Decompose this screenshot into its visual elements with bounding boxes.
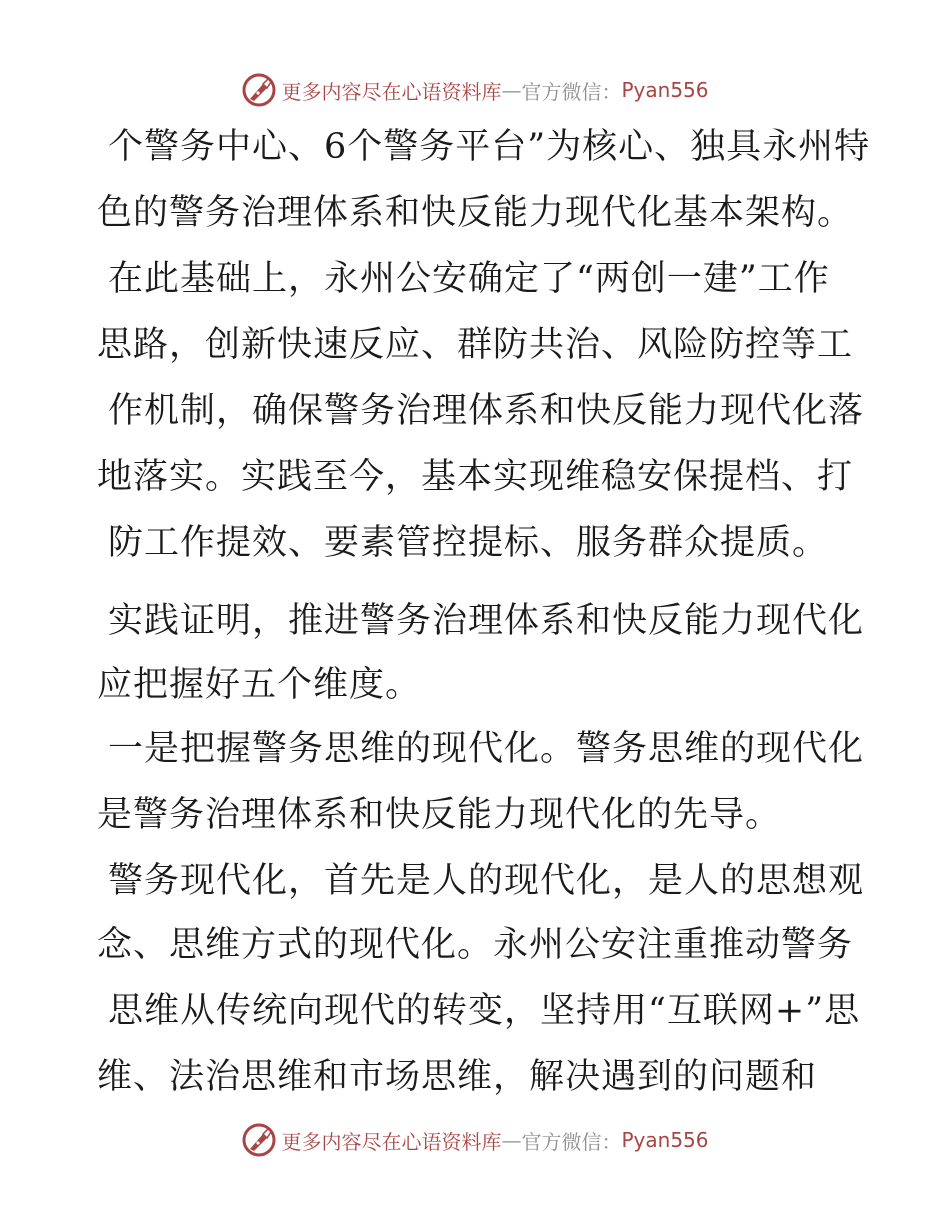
text-line: 维、法治思维和市场思维，解决遇到的问题和 (97, 1057, 818, 1097)
watermark-separator: — (501, 78, 522, 102)
text-line: 思路，创新快速反应、群防共治、风险防控等工 (97, 325, 854, 365)
text-line: 一是把握警务思维的现代化。警务思维的现代化 (108, 729, 865, 769)
text-line: 实践证明，推进警务治理体系和快反能力现代化 (108, 601, 865, 641)
watermark-library-text: 更多内容尽在心语资料库 (281, 79, 502, 104)
text-line: 思维从传统向现代的转变，坚持用“互联网+”思 (108, 991, 861, 1031)
text-line: 念、思维方式的现代化。永州公安注重推动警务 (97, 925, 854, 965)
watermark-separator: — (501, 1128, 522, 1152)
text-line: 防工作提效、要素管控提标、服务群众提质。 (108, 523, 829, 563)
text-line: 应把握好五个维度。 (97, 665, 422, 705)
header-watermark (0, 70, 950, 110)
watermark-wechat-id: Pyan556 (621, 1128, 709, 1152)
footer-watermark (0, 1120, 950, 1160)
text-line: 作机制，确保警务治理体系和快反能力现代化落 (108, 391, 865, 431)
text-line: 色的警务治理体系和快反能力现代化基本架构。 (97, 193, 854, 233)
text-line: 在此基础上，永州公安确定了“两创一建”工作 (108, 259, 830, 299)
text-line: 是警务治理体系和快反能力现代化的先导。 (97, 795, 782, 835)
watermark-wechat-label: 官方微信： (521, 1129, 622, 1154)
text-line: 地落实。实践至今，基本实现维稳安保提档、打 (97, 457, 854, 497)
watermark-wechat-label: 官方微信： (521, 79, 622, 104)
text-line: 个警务中心、6个警务平台”为核心、独具永州特 (108, 127, 871, 167)
watermark-wechat-id: Pyan556 (621, 78, 709, 102)
text-line: 警务现代化，首先是人的现代化，是人的思想观 (108, 861, 865, 901)
watermark-library-text: 更多内容尽在心语资料库 (281, 1129, 502, 1154)
pen-nib-logo-icon (241, 1122, 277, 1158)
pen-nib-logo-icon (241, 72, 277, 108)
